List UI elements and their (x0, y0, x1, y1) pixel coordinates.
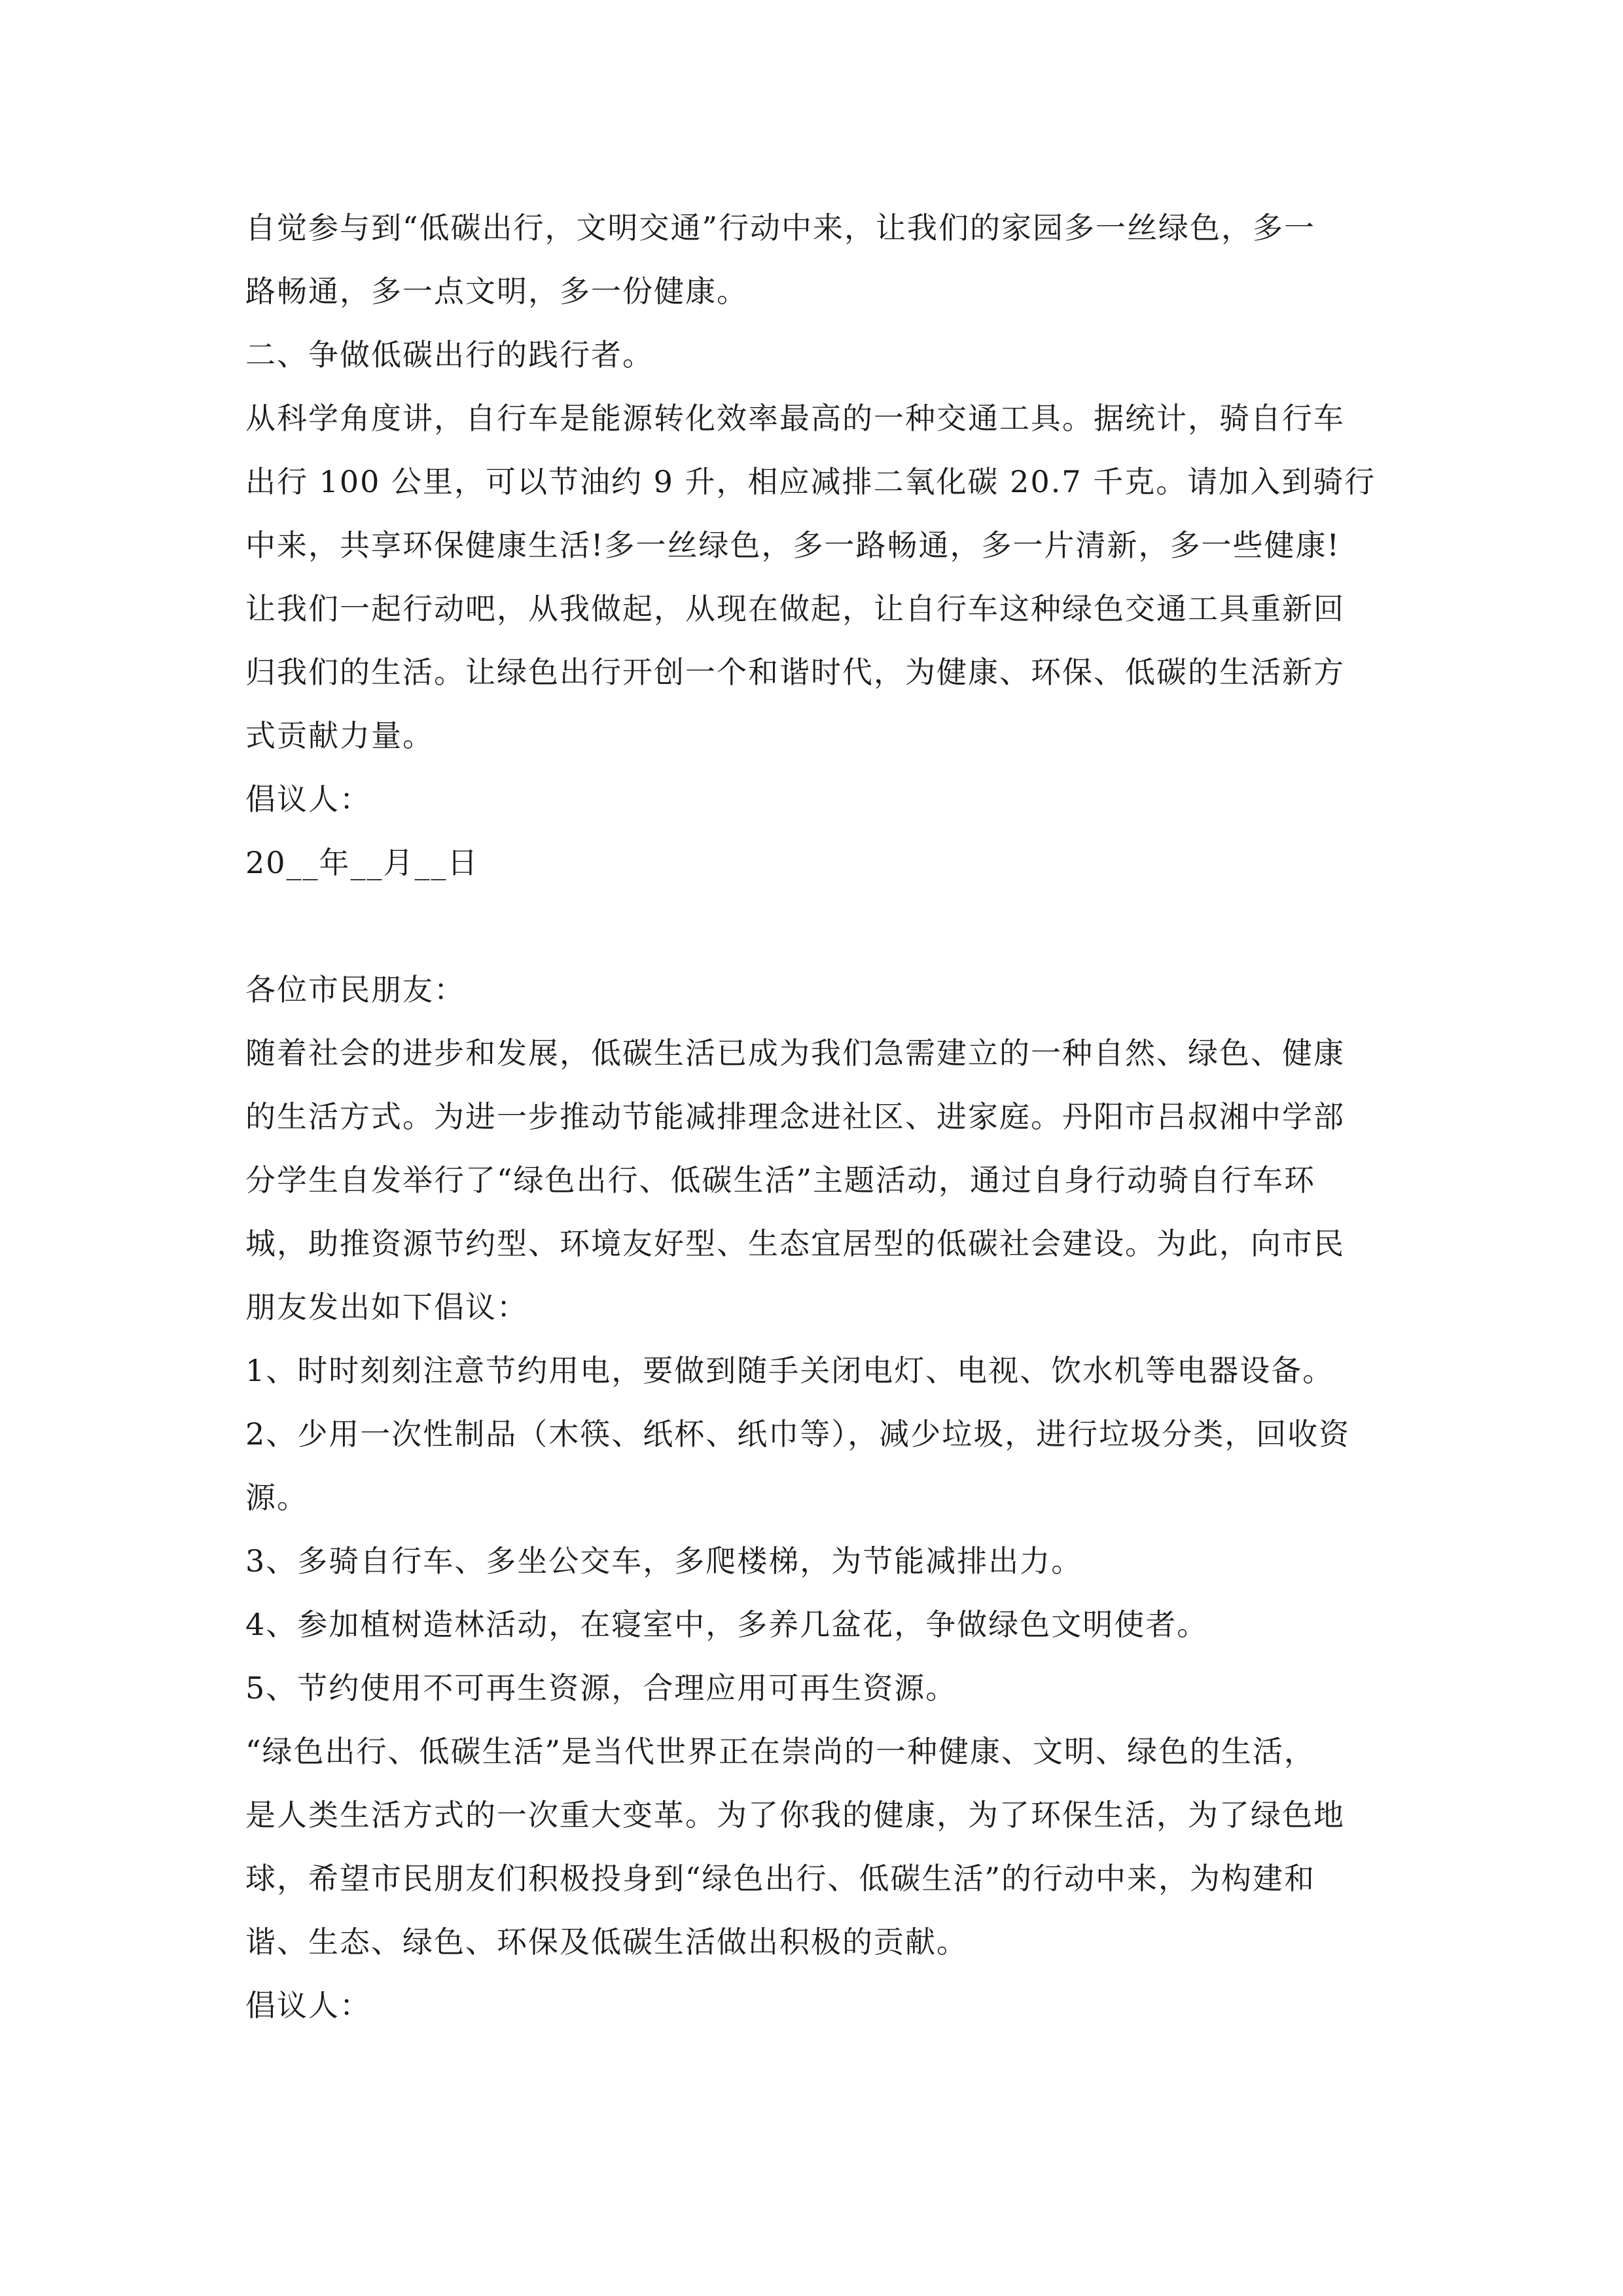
list-item: 5、节约使用不可再生资源，合理应用可再生资源。 (245, 1670, 957, 1706)
text-line: “绿色出行、低碳生活”是当代世界正在崇尚的一种健康、文明、绿色的生活， (245, 1734, 1316, 1769)
text-line: 城，助推资源节约型、环境友好型、生态宜居型的低碳社会建设。为此，向市民 (245, 1226, 1345, 1261)
text-line: 中来，共享环保健康生活!多一丝绿色，多一路畅通，多一片清新，多一些健康! (245, 528, 1340, 563)
text-line: 分学生自发举行了“绿色出行、低碳生活”主题活动，通过自身行动骑自行车环 (245, 1162, 1316, 1198)
text-line: 从科学角度讲，自行车是能源转化效率最高的一种交通工具。据统计，骑自行车 (245, 401, 1345, 436)
text-line: 式贡献力量。 (245, 718, 434, 753)
list-item: 源。 (245, 1480, 308, 1515)
proposer-label: 倡议人： (245, 781, 371, 817)
text-line: 自觉参与到“低碳出行，文明交通”行动中来，让我们的家园多一丝绿色，多一 (245, 210, 1316, 245)
list-item: 2、少用一次性制品（木筷、纸杯、纸巾等），减少垃圾，进行垃圾分类，回收资 (245, 1416, 1351, 1452)
list-item: 3、多骑自行车、多坐公交车，多爬楼梯，为节能减排出力。 (245, 1543, 1083, 1579)
text-line: 出行 100 公里，可以节油约 9 升，相应减排二氧化碳 20.7 千克。请加入到骑行 (245, 464, 1376, 499)
text-line: 归我们的生活。让绿色出行开创一个和谐时代，为健康、环保、低碳的生活新方 (245, 655, 1345, 690)
text-line: 让我们一起行动吧，从我做起，从现在做起，让自行车这种绿色交通工具重新回 (245, 591, 1345, 626)
date-line: 20__年__月__日 (245, 845, 479, 880)
text-line: 朋友发出如下倡议： (245, 1289, 528, 1325)
text-line: 随着社会的进步和发展，低碳生活已成为我们急需建立的一种自然、绿色、健康 (245, 1035, 1345, 1071)
text-line: 谐、生态、绿色、环保及低碳生活做出积极的贡献。 (245, 1924, 968, 1960)
text-line: 的生活方式。为进一步推动节能减排理念进社区、进家庭。丹阳市吕叔湘中学部 (245, 1099, 1345, 1134)
salutation: 各位市民朋友： (245, 972, 465, 1007)
list-item: 1、时时刻刻注意节约用电，要做到随手关闭电灯、电视、饮水机等电器设备。 (245, 1353, 1334, 1388)
proposer-label: 倡议人： (245, 1988, 371, 2023)
document-body (245, 196, 1397, 2037)
section-heading: 二、争做低碳出行的践行者。 (245, 337, 654, 372)
text-line: 是人类生活方式的一次重大变革。为了你我的健康，为了环保生活，为了绿色地 (245, 1797, 1345, 1833)
list-item: 4、参加植树造林活动，在寝室中，多养几盆花，争做绿色文明使者。 (245, 1607, 1209, 1642)
paragraph-gap (245, 895, 1397, 958)
text-line: 路畅通，多一点文明，多一份健康。 (245, 274, 748, 309)
text-line: 球，希望市民朋友们积极投身到“绿色出行、低碳生活”的行动中来，为构建和 (245, 1861, 1316, 1896)
